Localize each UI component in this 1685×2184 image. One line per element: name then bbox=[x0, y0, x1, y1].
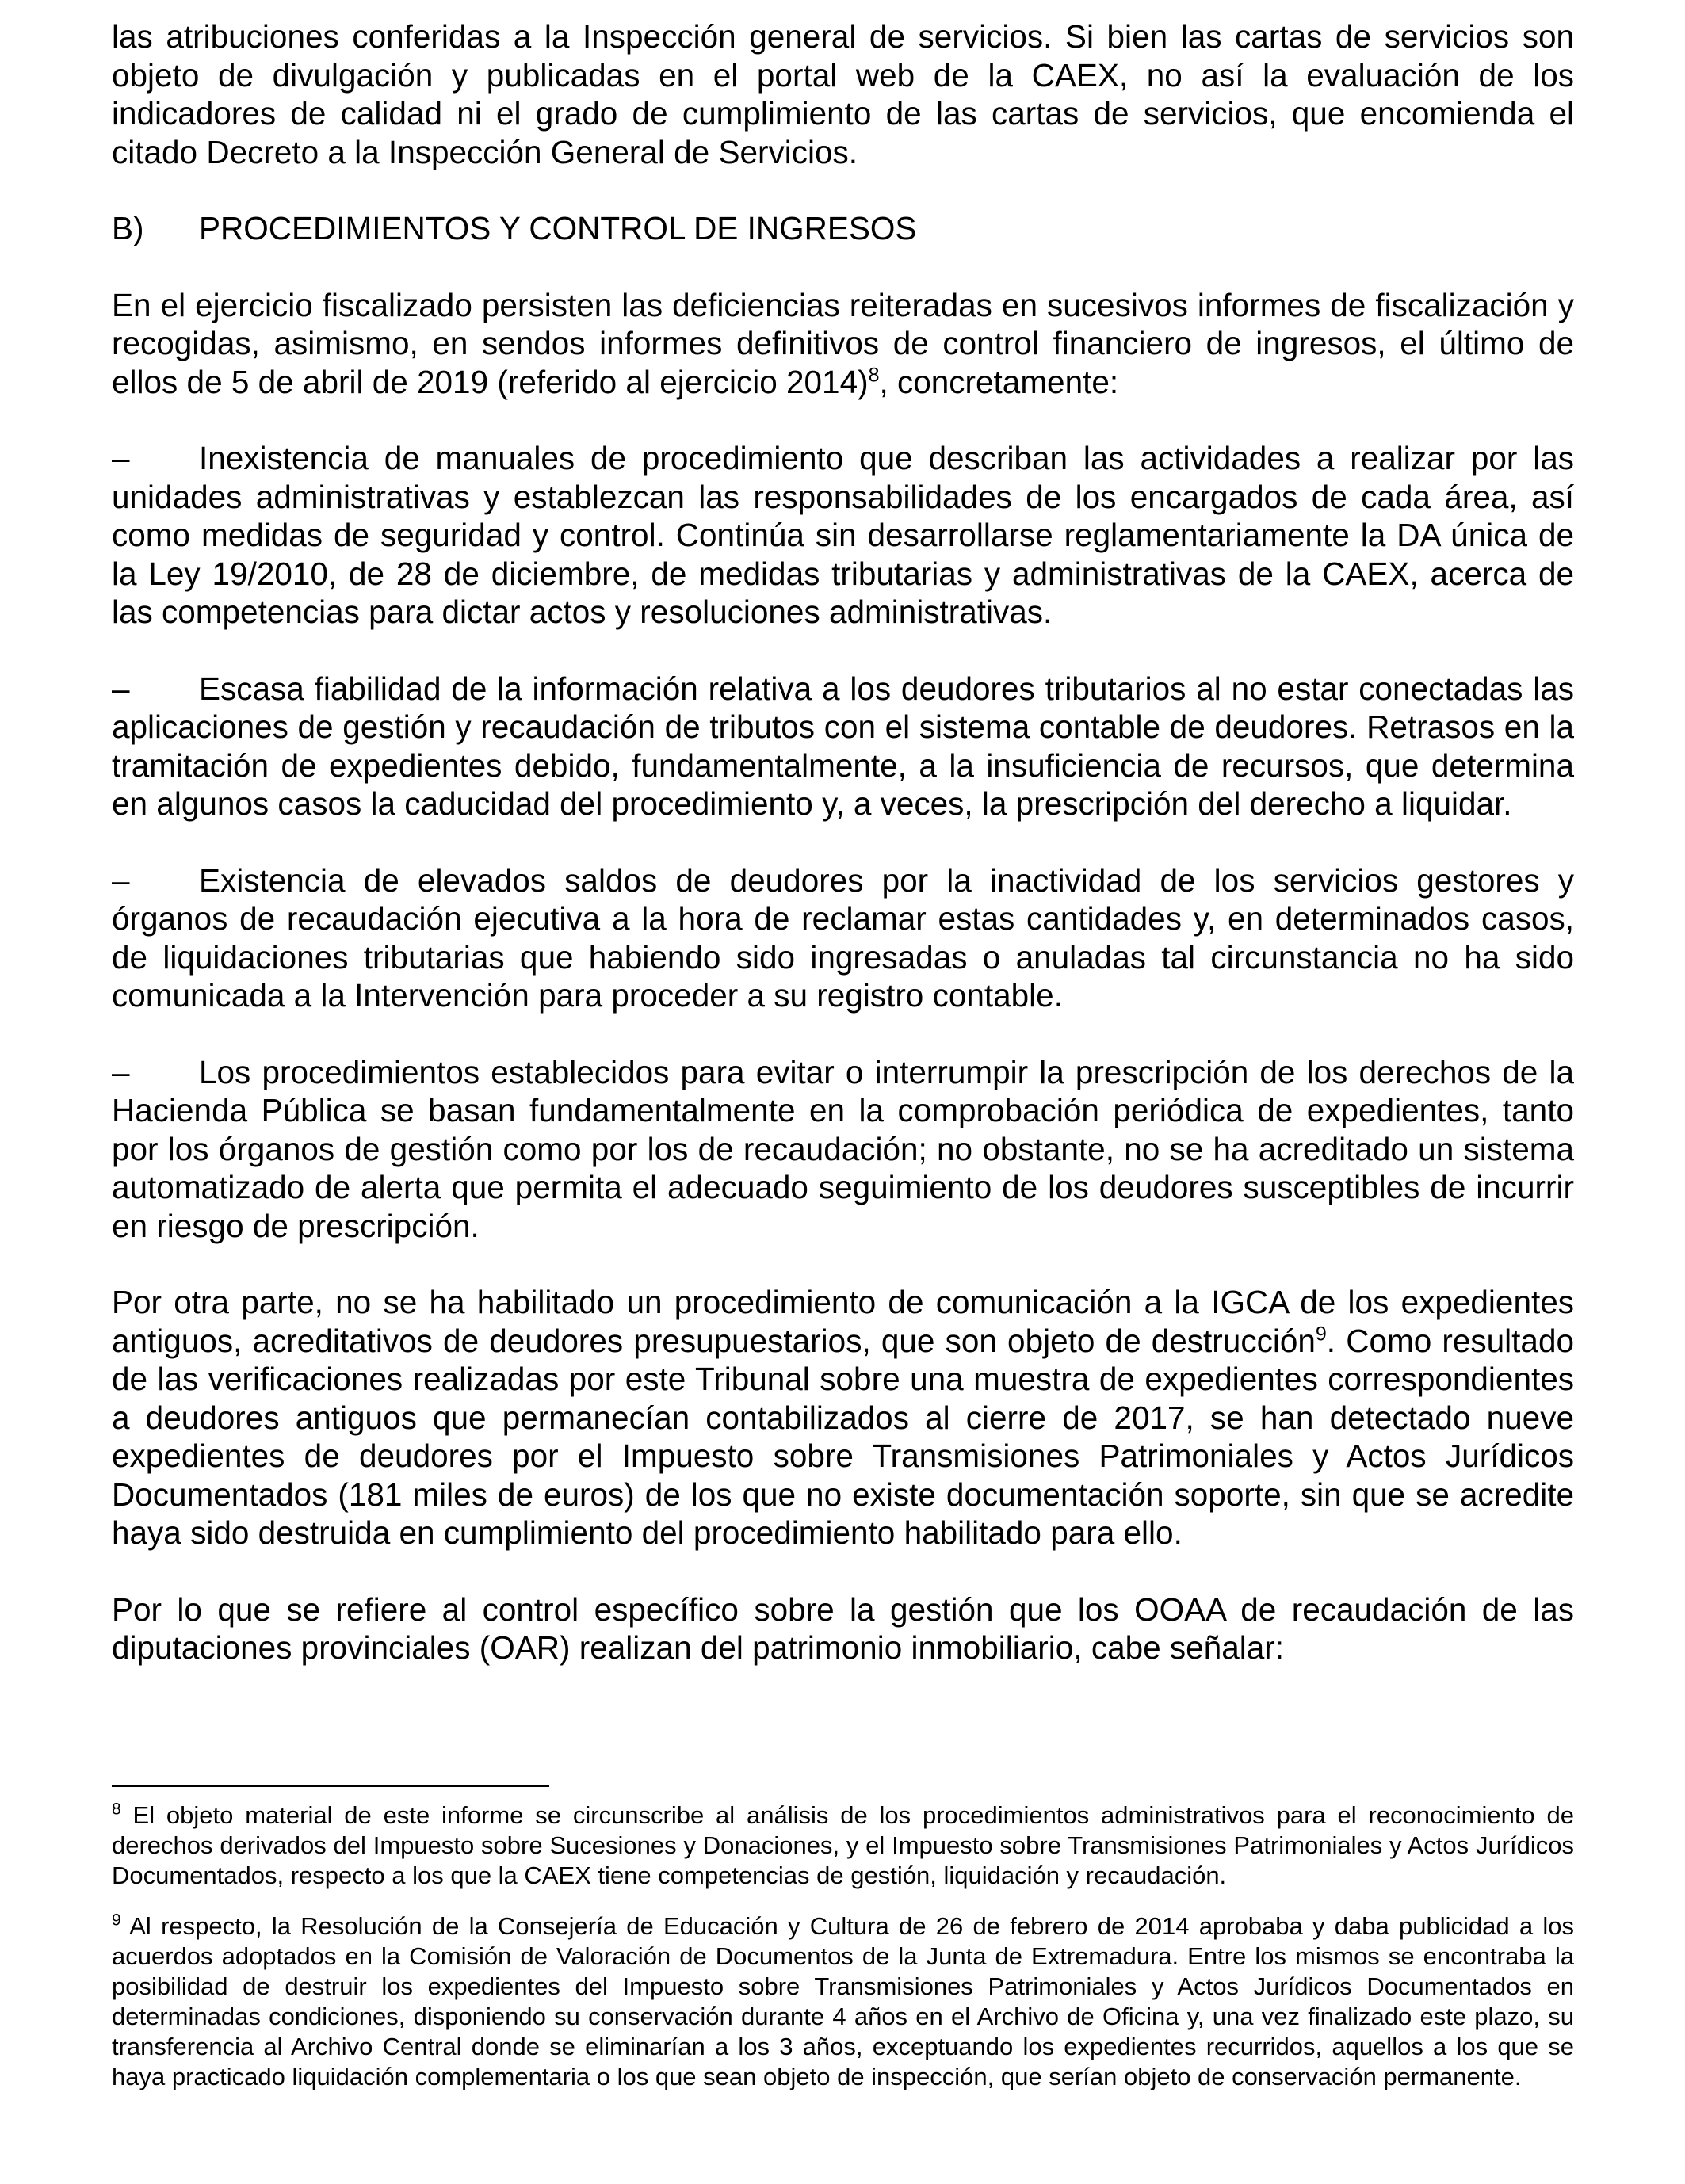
bullet-text: Escasa fiabilidad de la información relativa a los deudores tributarios al no estar conectadas las aplicaciones de gestión y recaudación de tributos con el sistema contable de deudores. Retrasos en la tramitación de expedientes debido, fundamentalmente, a la insuficiencia de recursos, que determina en algunos casos la caducidad del procedimiento y, a veces, la prescripción del derecho a liquidar. bbox=[112, 670, 1574, 822]
section-heading bbox=[112, 209, 1574, 248]
footnote-8 bbox=[112, 1800, 1574, 1891]
bullet-dash: – bbox=[112, 861, 130, 899]
bullet-text: Inexistencia de manuales de procedimiento que describan las actividades a realizar por las unidades administrativas y establezcan las responsabilidades de los encargados de cada área, así como medidas de seguridad y control. Continúa sin desarrollarse reglamentariamente la DA única de la Ley 19/2010, de 28 de diciembre, de medidas tributarias y administrativas de la CAEX, acerca de las competencias para dictar actos y resoluciones administrativas. bbox=[112, 440, 1574, 630]
footnote-separator bbox=[112, 1785, 549, 1787]
paragraph-intro: las atribuciones conferidas a la Inspección general de servicios. Si bien las cartas de servicios son objeto de divulgación y publicadas en el portal web de la CAEX, no así la evaluación de los indicadores de calidad ni el grado de cumplimiento de las cartas de servicios, que encomienda el citado Decreto a la Inspección General de Servicios. bbox=[112, 18, 1574, 170]
footnote-number: 9 bbox=[112, 1911, 121, 1930]
section-heading-text: PROCEDIMIENTOS Y CONTROL DE INGRESOS bbox=[199, 210, 917, 246]
bullet-item bbox=[112, 439, 1574, 632]
bullet-dash: – bbox=[112, 1053, 130, 1090]
bullet-item bbox=[112, 670, 1574, 823]
bullet-text: Existencia de elevados saldos de deudores por la inactividad de los servicios gestores y órganos de recaudación ejecutiva a la hora de reclamar estas cantidades y, en determinados casos, de liquidaciones tributarias que habiendo sido ingresadas o anuladas tal circunstancia no ha sido comunicada a la Intervención para proceder a su registro contable. bbox=[112, 861, 1574, 1014]
footnote-ref-9[interactable]: 9 bbox=[1315, 1323, 1327, 1345]
paragraph-ejercicio bbox=[112, 286, 1574, 402]
footnote-ref-8[interactable]: 8 bbox=[868, 364, 880, 386]
paragraph-otra-parte bbox=[112, 1283, 1574, 1552]
paragraph-final: Por lo que se refiere al control específico sobre la gestión que los OOAA de recaudación de las diputaciones provinciales (OAR) realizan del patrimonio inmobiliario, cabe señalar: bbox=[112, 1590, 1574, 1666]
paragraph-otra-parte-cont: . Como resultado de las verificaciones realizadas por este Tribunal sobre una muestra de expedientes correspondientes a deudores antiguos que permanecían contabilizados al cierre de 2017, se han detectado nueve expedientes de deudores por el Impuesto sobre Transmisiones Patrimoniales y Actos Jurídicos Documentados (181 miles de euros) de los que no existe documentación soporte, sin que se acredite haya sido destruida en cumplimiento del procedimiento habilitado para ello. bbox=[112, 1322, 1574, 1551]
bullet-item bbox=[112, 861, 1574, 1015]
section-heading-letter: B) bbox=[112, 210, 144, 246]
footnote-9 bbox=[112, 1911, 1574, 2092]
bullet-item bbox=[112, 1053, 1574, 1246]
paragraph-ejercicio-end: , concretamente: bbox=[879, 363, 1119, 400]
paragraph-otra-parte-text: Por otra parte, no se ha habilitado un procedimiento de comunicación a la IGCA de los expedientes antiguos, acreditativos de deudores presupuestarios, que son objeto de destrucción bbox=[112, 1284, 1574, 1359]
bullet-dash: – bbox=[112, 440, 130, 476]
paragraph-ejercicio-text: En el ejercicio fiscalizado persisten las deficiencias reiteradas en sucesivos informes de fiscalización y recogidas, asimismo, en sendos informes definitivos de control financiero de ingresos, el último de ellos de 5 de abril de 2019 (referido al ejercicio 2014) bbox=[112, 286, 1574, 400]
footnote-text: Al respecto, la Resolución de la Consejería de Educación y Cultura de 26 de febrero de 2014 aprobaba y daba publicidad a los acuerdos adoptados en la Comisión de Valoración de Documentos de la Junta de Extremadura. Entre los mismos se encontraba la posibilidad de destruir los expedientes del Impuesto sobre Transmisiones Patrimoniales y Actos Jurídicos Documentados en determinadas condiciones, disponiendo su conservación durante 4 años en el Archivo de Oficina y, una vez finalizado este plazo, su transferencia al Archivo Central donde se eliminarían a los 3 años, exceptuando los expedientes recurridos, aquellos a los que se haya practicado liquidación complementaria o los que sean objeto de inspección, que serían objeto de conservación permanente. bbox=[112, 1912, 1574, 2090]
footnote-text: El objeto material de este informe se circunscribe al análisis de los procedimientos administrativos para el reconocimiento de derechos derivados del Impuesto sobre Sucesiones y Donaciones, y el Impuesto sobre Transmisiones Patrimoniales y Actos Jurídicos Documentados, respecto a los que la CAEX tiene competencias de gestión, liquidación y recaudación. bbox=[112, 1801, 1574, 1889]
document-body bbox=[112, 17, 1574, 1705]
bullet-dash: – bbox=[112, 670, 130, 707]
footnote-number: 8 bbox=[112, 1800, 121, 1819]
bullet-text: Los procedimientos establecidos para evitar o interrumpir la prescripción de los derechos de la Hacienda Pública se basan fundamentalmente en la comprobación periódica de expedientes, tanto por los órganos de gestión como por los de recaudación; no obstante, no se ha acreditado un sistema automatizado de alerta que permita el adecuado seguimiento de los deudores susceptibles de incurrir en riesgo de prescripción. bbox=[112, 1053, 1574, 1244]
footnotes bbox=[112, 1800, 1574, 2113]
